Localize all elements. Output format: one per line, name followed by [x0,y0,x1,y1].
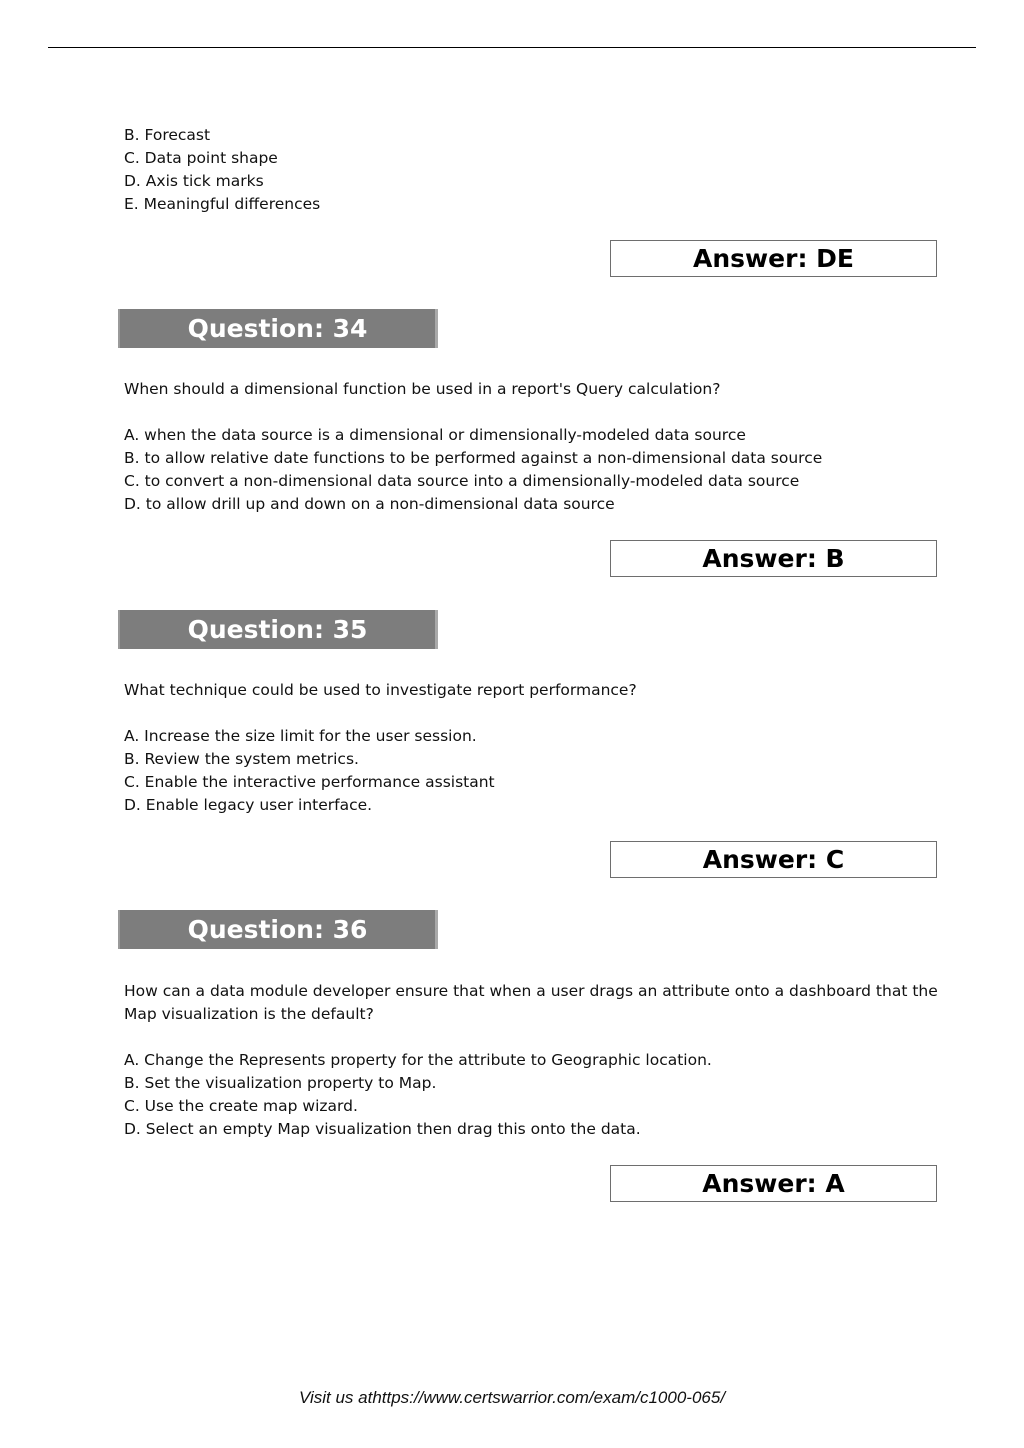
option-a: A. when the data source is a dimensional or dimensionally-modeled data source [124,426,746,444]
option-b: B. Set the visualization property to Map. [124,1074,437,1092]
q35-question [124,679,637,702]
option-c: C. Data point shape [124,149,278,167]
q33-options [124,124,320,216]
option-d: D. Select an empty Map visualization then drag this onto the data. [124,1120,641,1138]
q36-options [124,1049,712,1141]
option-b: B. to allow relative date functions to be performed against a non-dimensional data source [124,449,823,467]
header-rule [48,47,976,48]
q35-answer-box: Answer: C [610,841,937,878]
option-d: D. to allow drill up and down on a non-dimensional data source [124,495,615,513]
question-text: What technique could be used to investigate report performance? [124,681,637,699]
option-a: A. Increase the size limit for the user session. [124,727,477,745]
q34-banner: Question: 34 [118,309,438,348]
q34-options [124,424,822,516]
option-b: B. Forecast [124,126,211,144]
option-a: A. Change the Represents property for the attribute to Geographic location. [124,1051,712,1069]
option-c: C. Use the create map wizard. [124,1097,358,1115]
option-c: C. to convert a non-dimensional data source into a dimensionally-modeled data source [124,472,800,490]
q34-answer-box: Answer: B [610,540,937,577]
q35-banner: Question: 35 [118,610,438,649]
q36-answer-box: Answer: A [610,1165,937,1202]
option-d: D. Enable legacy user interface. [124,796,373,814]
question-text: How can a data module developer ensure that when a user drags an attribute onto a dashboard that the Map visualization is the default? [124,982,938,1023]
footer-link[interactable]: Visit us athttps://www.certswarrior.com/exam/c1000-065/ [298,1388,726,1407]
option-e: E. Meaningful differences [124,195,321,213]
q36-question [124,980,944,1026]
q35-options [124,725,495,817]
option-b: B. Review the system metrics. [124,750,359,768]
q34-question [124,378,720,401]
q33-answer-box: Answer: DE [610,240,937,277]
option-c: C. Enable the interactive performance assistant [124,773,495,791]
q36-banner: Question: 36 [118,910,438,949]
option-d: D. Axis tick marks [124,172,264,190]
question-text: When should a dimensional function be used in a report's Query calculation? [124,380,721,398]
